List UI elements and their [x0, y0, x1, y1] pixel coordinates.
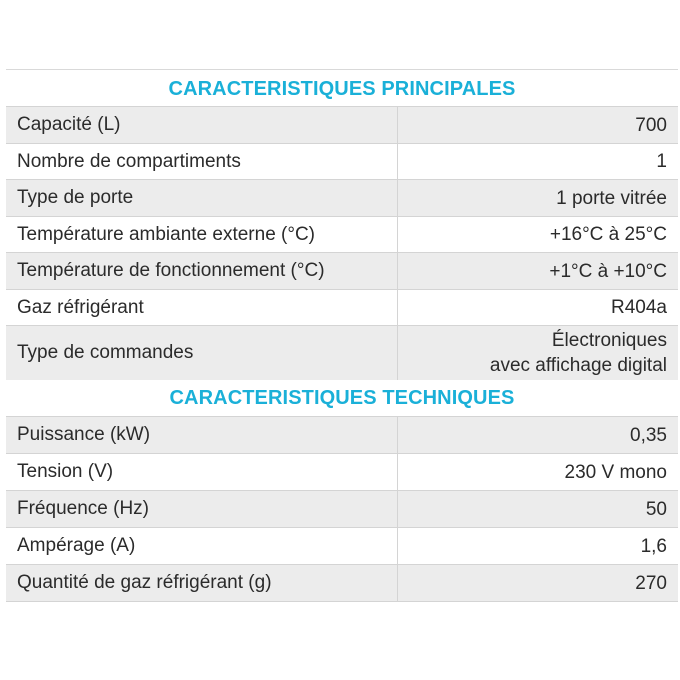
row-label: Quantité de gaz réfrigérant (g) — [6, 565, 398, 601]
row-value: 50 — [645, 498, 667, 520]
table-row — [6, 289, 678, 325]
row-value: 1 — [656, 151, 667, 172]
row-value: 0,35 — [630, 424, 667, 446]
row-value: 270 — [635, 572, 667, 594]
row-value: 700 — [635, 114, 667, 136]
row-value: R404a — [611, 297, 667, 318]
row-value: +16°C à 25°C — [549, 224, 667, 245]
spec-table-technical — [6, 416, 678, 602]
row-value: 230 V mono — [564, 461, 667, 483]
row-label: Type de porte — [6, 180, 398, 216]
spec-table-main — [6, 106, 678, 380]
row-label: Tension (V) — [6, 454, 398, 490]
row-label: Température de fonctionnement (°C) — [6, 253, 398, 289]
row-value: +1°C à +10°C — [549, 260, 667, 282]
bottom-divider — [6, 601, 678, 602]
table-row — [6, 564, 678, 601]
section-title-technical: CARACTERISTIQUES TECHNIQUES — [6, 380, 678, 416]
row-value — [398, 326, 678, 380]
table-row — [6, 527, 678, 564]
row-value-line: avec affichage digital — [489, 355, 667, 376]
spec-sheet — [6, 69, 678, 602]
table-row — [6, 106, 678, 143]
row-value: 1,6 — [640, 535, 667, 557]
row-label: Gaz réfrigérant — [6, 290, 398, 325]
row-label: Ampérage (A) — [6, 528, 398, 564]
row-value-line: Électroniques — [551, 330, 667, 351]
row-label: Puissance (kW) — [6, 417, 398, 453]
row-label: Température ambiante externe (°C) — [6, 217, 398, 252]
table-row — [6, 179, 678, 216]
row-label: Type de commandes — [6, 326, 398, 380]
row-label: Fréquence (Hz) — [6, 491, 398, 527]
table-row — [6, 490, 678, 527]
section-title-main: CARACTERISTIQUES PRINCIPALES — [6, 70, 678, 106]
table-row — [6, 143, 678, 179]
row-value: 1 porte vitrée — [556, 187, 667, 209]
table-row — [6, 325, 678, 380]
table-row — [6, 252, 678, 289]
table-row — [6, 453, 678, 490]
row-label: Capacité (L) — [6, 107, 398, 143]
table-row — [6, 416, 678, 453]
row-label: Nombre de compartiments — [6, 144, 398, 179]
table-row — [6, 216, 678, 252]
